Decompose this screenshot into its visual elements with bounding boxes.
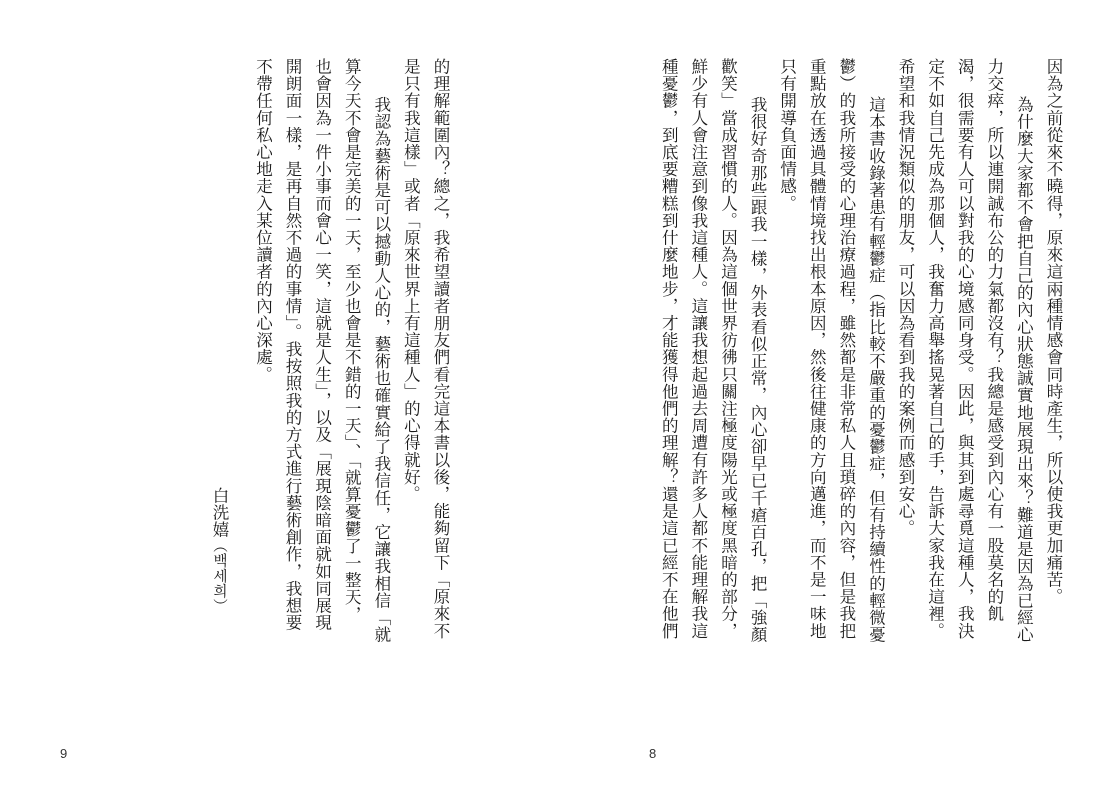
author-name: 白洗嬉 bbox=[210, 487, 229, 539]
text-line: 鬱）的我所接受的心理治療過程，雖然都是非常私人且瑣碎的內容，但是我把 bbox=[836, 58, 856, 640]
text-line: 重點放在透過具體情境找出根本原因，然後往健康的方向邁進，而不是一味地 bbox=[807, 58, 827, 640]
text-line: 算今天不會是完美的一天，至少也會是不錯的一天」、「就算憂鬱了一整天， bbox=[342, 58, 362, 623]
page-number-right: 8 bbox=[649, 746, 657, 761]
text-line: 是只有我這樣」或者「原來世界上有這種人」的心得就好。 bbox=[401, 58, 421, 503]
right-page-body-text bbox=[654, 58, 1068, 643]
text-line: 的理解範圍內？總之，我希望讀者朋友們看完這本書以後，能夠留下「原來不 bbox=[431, 58, 450, 640]
text-line: 鮮少有人會注意到像我這種人。這讓我想起過去周遭有許多人都不能理解我這 bbox=[688, 58, 708, 640]
text-line: 開朗面一樣，是再自然不過的事情」。我按照我的方式進行藝術創作，我想要 bbox=[283, 58, 303, 632]
text-line: 不帶任何私心地走入某位讀者的內心深處。 bbox=[253, 58, 273, 383]
page-number-left: 9 bbox=[60, 746, 68, 761]
text-line: 為什麼大家都不會把自己的內心狀態誠實地展現出來？難道是因為已經心 bbox=[1014, 95, 1034, 644]
text-line: 歡笑」當成習慣的人。因為這個世界彷彿只關注極度陽光或極度黑暗的部分， bbox=[718, 58, 738, 640]
text-line: 希望和我情況類似的朋友，可以因為看到我的案例而感到安心。 bbox=[896, 58, 916, 537]
author-signature bbox=[207, 487, 231, 614]
author-korean-name: （백세희） bbox=[211, 538, 227, 614]
text-line: 種憂鬱，到底要糟糕到什麼地步，才能獲得他們的理解？還是這已經不在他們 bbox=[659, 58, 679, 640]
text-line: 渴，很需要有人可以對我的心境感同身受。因此，與其到處尋覓這種人，我決 bbox=[955, 58, 975, 640]
left-page-body-text bbox=[248, 58, 455, 643]
text-line: 我認為藝術是可以撼動人心的，藝術也確實給了我信任，它讓我相信「就 bbox=[371, 95, 391, 644]
text-line: 定不如自己先成為那個人，我奮力高舉搖晃著自己的手，告訴大家我在這裡。 bbox=[925, 58, 945, 640]
text-line: 也會因為一件小事而會心一笑，這就是人生」，以及「展現陰暗面就如同展現 bbox=[312, 58, 332, 632]
text-line: 我很好奇那些跟我一樣，外表看似正常，內心卻早已千瘡百孔，把「強顏 bbox=[748, 95, 768, 644]
text-line: 這本書收錄著患有輕鬱症（指比較不嚴重的憂鬱症，但有持續性的輕微憂 bbox=[866, 95, 886, 644]
text-line: 只有開導負面情感。 bbox=[777, 58, 797, 212]
text-line: 因為之前從來不曉得，原來這兩種情感會同時產生，所以使我更加痛苦。 bbox=[1044, 58, 1063, 606]
right-page bbox=[555, 0, 1110, 800]
text-line: 力交瘁，所以連開誠布公的力氣都沒有？我總是感受到內心有一股莫名的飢 bbox=[984, 58, 1004, 623]
